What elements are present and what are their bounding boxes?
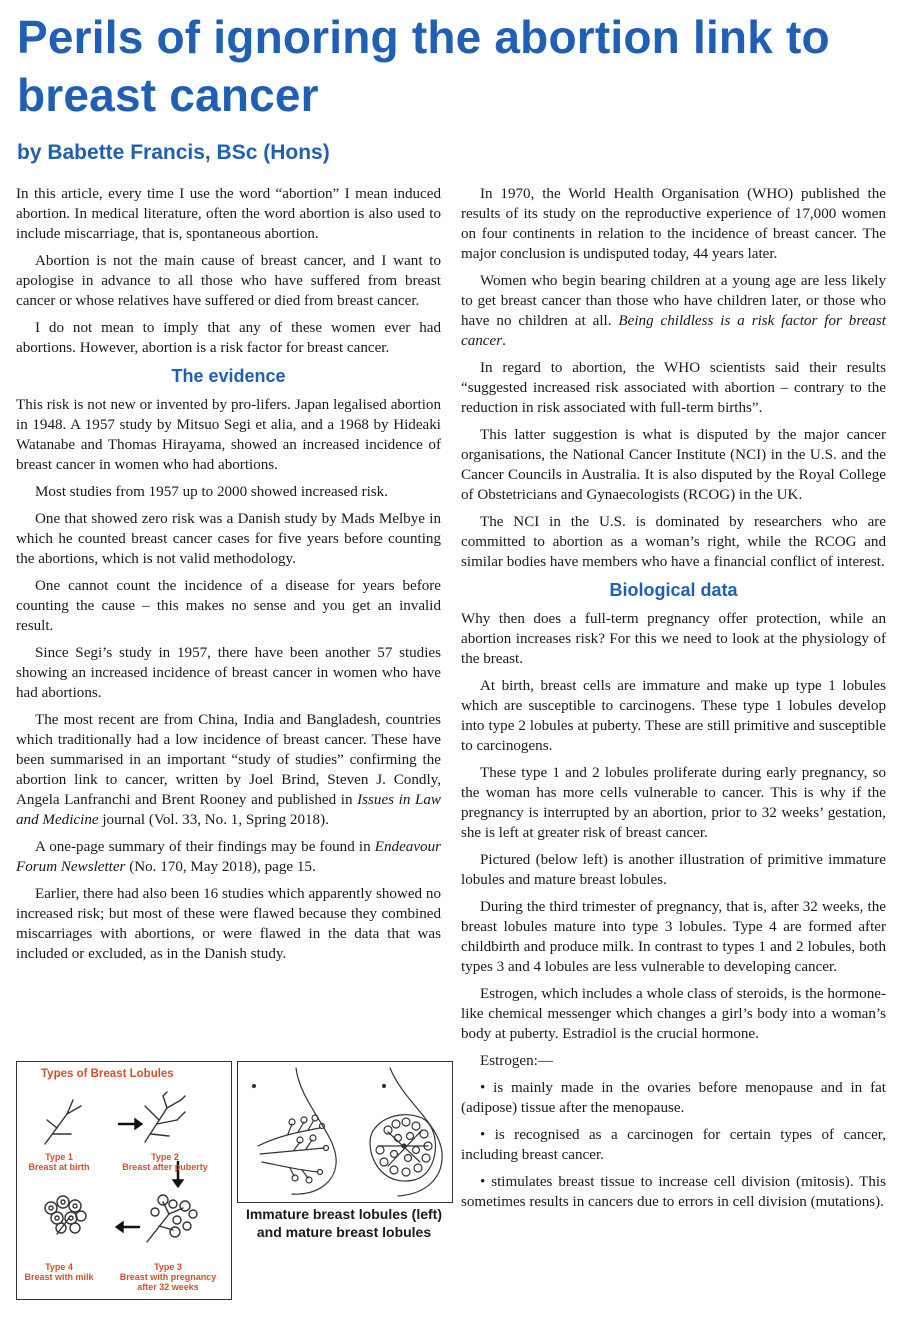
paragraph: This latter suggestion is what is disputed by the major cancer organisations, the National Cancer Institute (NCI) in the U.S. and the Cancer Councils in Australia. It is also disputed by the Royal College of Obstetricians and Gynaecologists (RCOG) in the UK. <box>461 427 886 503</box>
article-byline: by Babette Francis, BSc (Hons) <box>17 141 330 164</box>
type3-lobule-drawing <box>147 1195 197 1242</box>
left-column <box>16 184 441 971</box>
type1-lobule-drawing <box>45 1100 81 1144</box>
mature-lobules-figure <box>237 1061 453 1203</box>
figure-title: Types of Breast Lobules <box>41 1068 174 1080</box>
paragraph: This risk is not new or invented by pro-lifers. Japan legalised abortion in 1948. A 1957 study by Mitsuo Segi et alia, and a 1968 by Hideaki Watanabe and Thomas Hirayama, showed an increased incidence of breast cancer in women who had abortions. <box>16 397 441 473</box>
figure-caption: Immature breast lobules (left) and mature breast lobules <box>245 1206 443 1240</box>
paragraph-text: . <box>502 333 506 349</box>
paragraph-text: A one-page summary of their findings may be found in <box>35 839 375 855</box>
type2-lobule-drawing <box>145 1092 185 1142</box>
paragraph: During the third trimester of pregnancy, that is, after 32 weeks, the breast lobules mature into type 3 lobules. Type 4 are formed after childbirth and produce milk. In contrast to types 1 and 2 lobules, both types 3 and 4 lobules are less vulnerable to developing cancer. <box>461 899 886 975</box>
type3-name: Type 3 <box>154 1262 182 1272</box>
paragraph: In 1970, the World Health Organisation (WHO) published the results of its study on the reproductive experience of 17,000 women on four continents in relation to the incidence of breast cancer. The major conclusion is undisputed today, 44 years later. <box>461 186 886 262</box>
paragraph-text: Women who begin bearing children at a young age are less likely to get breast cancer than those who have children later, or those who have no children at all. <box>461 273 886 329</box>
paragraph: Earlier, there had also been 16 studies which apparently showed no increased risk; but most of these were flawed because they combined miscarriages with abortions, or were flawed in the data that was included or excluded, as in the Danish study. <box>16 886 441 962</box>
paragraph: I do not mean to imply that any of these women ever had abortions. However, abortion is a risk factor for breast cancer. <box>16 320 441 356</box>
paragraph: The NCI in the U.S. is dominated by researchers who are committed to abortion as a woman’s right, while the RCOG and similar bodies have members who have a financial conflict of interest. <box>461 514 886 570</box>
journal-title: Issues in Law and Medicine <box>16 792 441 828</box>
paragraph: Abortion is not the main cause of breast cancer, and I want to apologise in advance to all those who have suffered from breast cancer or whose relatives have suffered or died from breast cancer. <box>16 253 441 309</box>
paragraph: At birth, breast cells are immature and make up type 1 lobules which are susceptible to carcinogens. These type 1 lobules develop into type 2 lobules at puberty. These are still primitive and susceptible to carcinogens. <box>461 678 886 754</box>
paragraph-text: (No. 170, May 2018), page 15. <box>125 859 316 875</box>
paragraph: Pictured (below left) is another illustration of primitive immature lobules and mature breast lobules. <box>461 852 886 888</box>
paragraph: Since Segi’s study in 1957, there have been another 57 studies showing an increased incidence of breast cancer in women who have had abortions. <box>16 645 441 701</box>
emphasis-text: Being childless is a risk factor for breast cancer <box>461 313 886 349</box>
paragraph: One cannot count the incidence of a disease for years before counting the cause – this makes no sense and you get an invalid result. <box>16 578 441 634</box>
type1-name: Type 1 <box>45 1152 73 1162</box>
paragraph: Estrogen:— <box>480 1053 553 1069</box>
newsletter-title: Endeavour Forum Newsletter <box>16 839 441 875</box>
section-heading-evidence: The evidence <box>171 366 286 386</box>
type2-label <box>115 1152 215 1172</box>
type1-description: Breast at birth <box>28 1162 90 1172</box>
type3-label <box>113 1262 223 1292</box>
paragraph: One that showed zero risk was a Danish study by Mads Melbye in which he counted breast cancer cases for five years before counting the abortions, which is not valid methodology. <box>16 511 441 567</box>
breast-lobules-figure <box>16 1061 232 1300</box>
type4-lobule-drawing <box>45 1196 86 1234</box>
type4-label <box>9 1262 109 1282</box>
paragraph: In regard to abortion, the WHO scientists said their results “suggested increased risk associated with abortion – contrary to the reduction in risk associated with full-term births”. <box>461 360 886 416</box>
right-column <box>461 184 886 1219</box>
paragraph <box>16 710 441 830</box>
bullet-item: • is recognised as a carcinogen for certain types of cancer, including breast cancer. <box>461 1127 886 1163</box>
paragraph: Most studies from 1957 up to 2000 showed increased risk. <box>35 484 388 500</box>
right-breast-outline <box>390 1068 442 1196</box>
paragraph-text: The most recent are from China, India and Bangladesh, countries which traditionally had a low incidence of breast cancer. These have been summarised in an important “study of studies” confirming the abortion link to cancer, written by Joel Brind, Steven J. Condly, Angela Lanfranchi and Brent Rooney and published in <box>16 712 441 808</box>
type2-name: Type 2 <box>151 1152 179 1162</box>
mature-lobules-drawing <box>376 1118 432 1176</box>
paragraph <box>461 271 886 351</box>
bullet-item: • is mainly made in the ovaries before menopause and in fat (adipose) tissue after the menopause. <box>461 1080 886 1116</box>
paragraph: These type 1 and 2 lobules proliferate during early pregnancy, so the woman has more cells vulnerable to cancer. This is why if the pregnancy is interrupted by an abortion, prior to 32 weeks’ gestation, she is left at greater risk of breast cancer. <box>461 765 886 841</box>
type3-description: Breast with pregnancy after 32 weeks <box>119 1272 217 1292</box>
paragraph: Estrogen, which includes a whole class of steroids, is the hormone-like chemical messenger which changes a girl’s body into a woman’s body at puberty. Estradiol is the crucial hormone. <box>461 986 886 1042</box>
paragraph <box>16 837 441 877</box>
paragraph-text: journal (Vol. 33, No. 1, Spring 2018). <box>98 812 329 828</box>
type4-name: Type 4 <box>45 1262 73 1272</box>
immature-lobules-drawing <box>258 1115 329 1183</box>
mature-lobules-illustration <box>238 1062 452 1202</box>
section-heading-biological: Biological data <box>609 580 738 600</box>
type2-description: Breast after puberty <box>122 1162 208 1172</box>
bullet-item: • stimulates breast tissue to increase cell division (mitosis). This sometimes results in cancers due to errors in cell division (mutations). <box>461 1174 886 1210</box>
type4-description: Breast with milk <box>24 1272 94 1282</box>
type1-label <box>9 1152 109 1172</box>
paragraph: In this article, every time I use the word “abortion” I mean induced abortion. In medical literature, often the word abortion is also used to include miscarriage, that is, spontaneous abortion. <box>16 186 441 242</box>
article-title: Perils of ignoring the abortion link to breast cancer <box>17 11 830 121</box>
paragraph: Why then does a full-term pregnancy offer protection, while an abortion increases risk? For this we need to look at the physiology of the breast. <box>461 611 886 667</box>
